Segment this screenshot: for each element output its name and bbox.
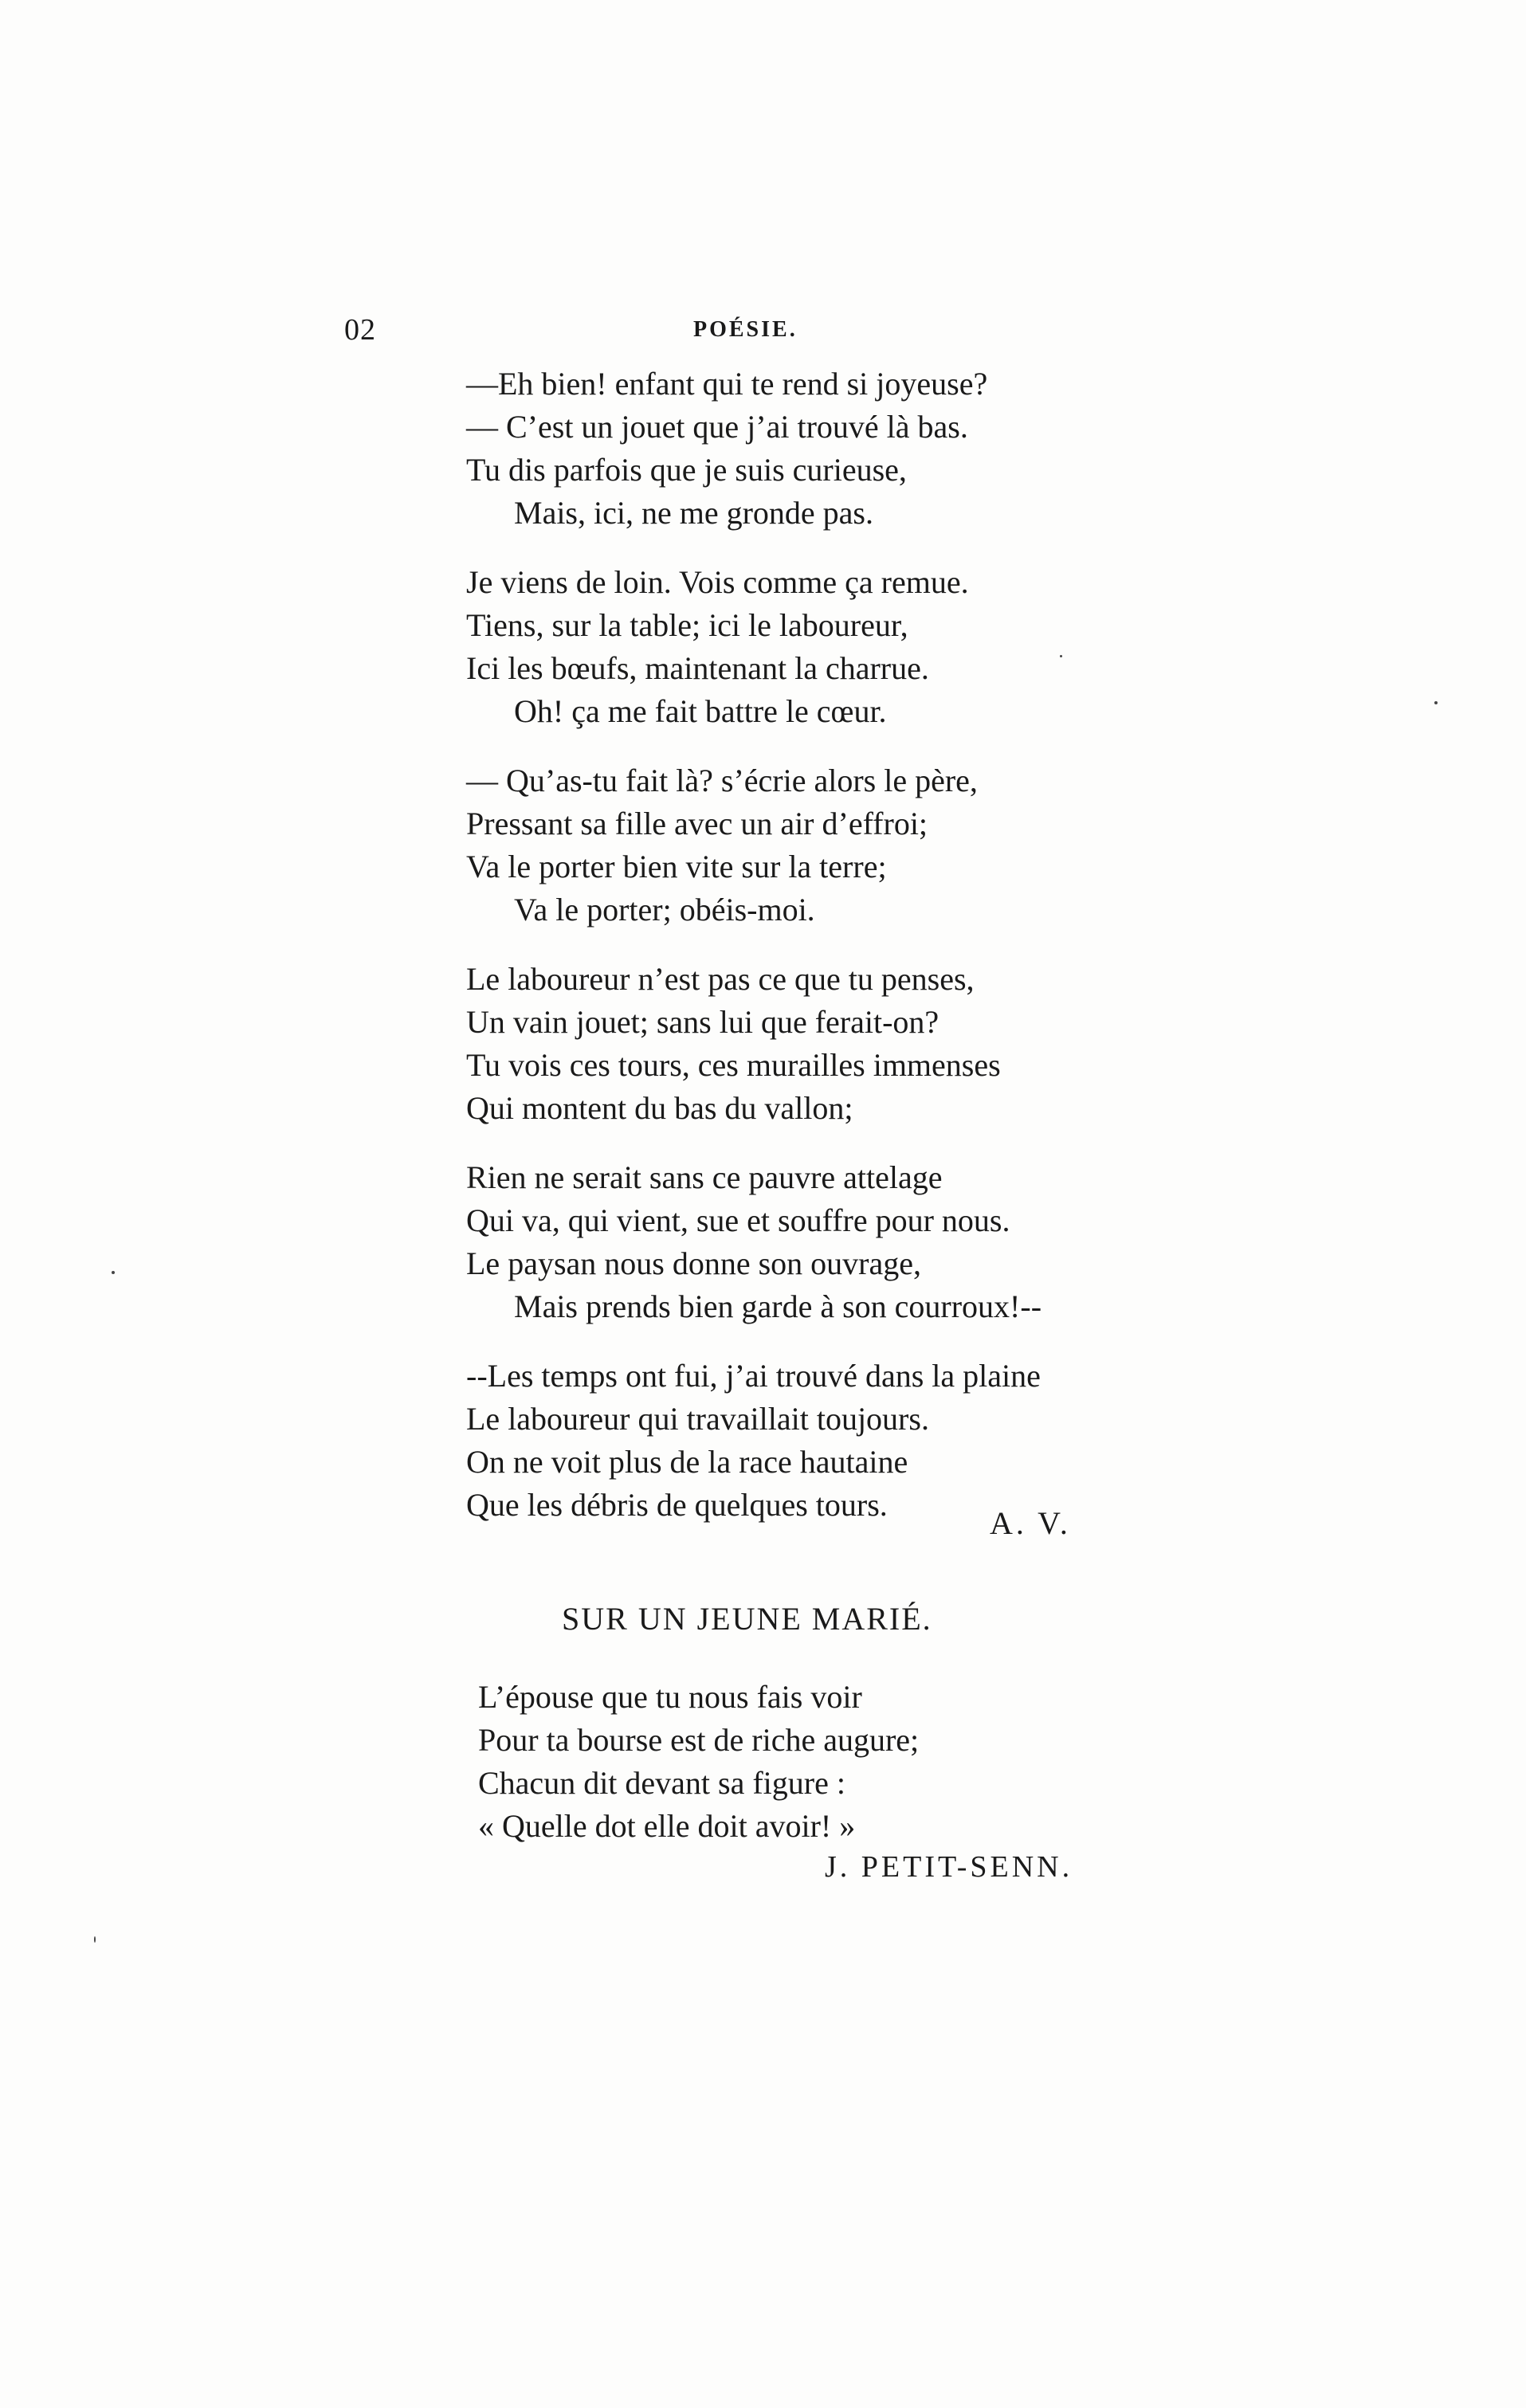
stanza xyxy=(466,759,1263,931)
scan-speck xyxy=(1060,655,1062,657)
poem-line: Mais, ici, ne me gronde pas. xyxy=(514,495,873,531)
stanza xyxy=(466,1355,1263,1527)
epigram-body xyxy=(478,1676,919,1848)
poem-line: — C’est un jouet que j’ai trouvé là bas. xyxy=(466,409,968,445)
scan-speck xyxy=(1434,701,1438,704)
poem-line: Le paysan nous donne son ouvrage, xyxy=(466,1245,921,1281)
poem-line: Qui va, qui vient, sue et souffre pour nous. xyxy=(466,1202,1010,1238)
poem-line: Que les débris de quelques tours. xyxy=(466,1487,888,1523)
poem-line: —Eh bien! enfant qui te rend si joyeuse? xyxy=(466,366,988,402)
poem-line: Qui montent du bas du vallon; xyxy=(466,1090,853,1126)
poem-line: Va le porter bien vite sur la terre; xyxy=(466,849,887,884)
poem-line: Tu vois ces tours, ces murailles immenses xyxy=(466,1047,1001,1083)
poem-line: Le laboureur n’est pas ce que tu penses, xyxy=(466,961,975,997)
epigram-line: L’épouse que tu nous fais voir xyxy=(478,1679,862,1715)
epigram-title: SUR UN JEUNE MARIÉ. xyxy=(562,1601,932,1637)
poem-line: Tu dis parfois que je suis curieuse, xyxy=(466,452,907,488)
scan-speck xyxy=(94,1936,96,1943)
poem-line: Rien ne serait sans ce pauvre attelage xyxy=(466,1159,943,1195)
poem-line: --Les temps ont fui, j’ai trouvé dans la plaine xyxy=(466,1358,1041,1394)
poem-line: Pressant sa fille avec un air d’effroi; xyxy=(466,806,928,841)
poem-line: On ne voit plus de la race hautaine xyxy=(466,1444,908,1480)
poem-line: Le laboureur qui travaillait toujours. xyxy=(466,1401,929,1437)
poem-line: Un vain jouet; sans lui que ferait-on? xyxy=(466,1004,940,1040)
poem-signature: A. V. xyxy=(990,1505,1071,1541)
poem-line: Va le porter; obéis-moi. xyxy=(514,892,815,928)
poem-body xyxy=(466,363,1263,1553)
poem-line: Je viens de loin. Vois comme ça remue. xyxy=(466,564,969,600)
poem-line: Mais prends bien garde à son courroux!-- xyxy=(514,1288,1042,1324)
scan-speck xyxy=(112,1271,115,1274)
page-number: 02 xyxy=(344,313,376,347)
epigram-signature: J. PETIT-SENN. xyxy=(825,1850,1073,1884)
poem-line: — Qu’as-tu fait là? s’écrie alors le père, xyxy=(466,763,978,798)
epigram-line: « Quelle dot elle doit avoir! » xyxy=(478,1808,856,1844)
epigram-line: Chacun dit devant sa figure : xyxy=(478,1765,845,1801)
poem-line: Tiens, sur la table; ici le laboureur, xyxy=(466,607,908,643)
poem-line: Ici les bœufs, maintenant la charrue. xyxy=(466,650,929,686)
running-head: POÉSIE. xyxy=(693,317,798,342)
poem-line: Oh! ça me fait battre le cœur. xyxy=(514,693,887,729)
stanza xyxy=(466,1156,1263,1328)
epigram-line: Pour ta bourse est de riche augure; xyxy=(478,1722,920,1758)
stanza xyxy=(466,958,1263,1130)
stanza xyxy=(466,561,1263,733)
stanza xyxy=(466,363,1263,535)
